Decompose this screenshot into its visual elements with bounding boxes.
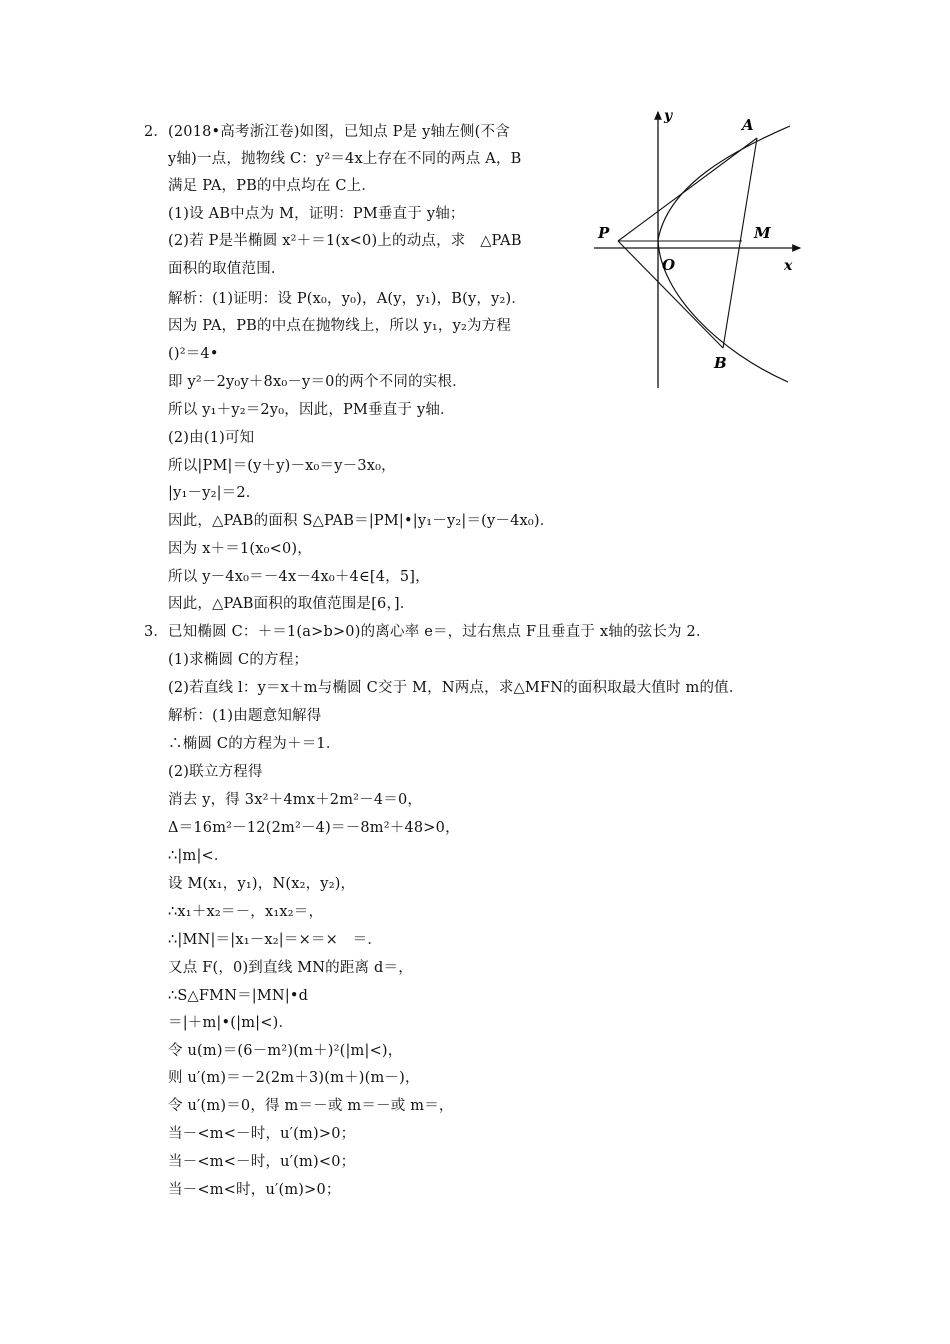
point-b-label: B [714,354,727,372]
problem-2-stem-line: 面积的取值范围． [168,261,286,277]
problem-2-solution-line: 因此，△PAB的面积 S△PAB＝|PM|•|y₁－y₂|＝(y－4x₀)． [168,513,555,529]
problem-2-solution-line: 所以 y－4x₀＝－4x－4x₀＋4∈[4，5]， [168,569,430,585]
problem-3-line: ∴S△FMN＝|MN|•d [168,988,309,1004]
problem-2-solution-line: 所以|PM|＝(y＋y)－x₀＝y－3x₀， [168,458,396,474]
point-p-label: P [598,224,610,242]
point-a-label: A [742,116,754,134]
problem-2-solution-line: 因为 PA，PB的中点在抛物线上，所以 y₁，y₂为方程 [168,318,512,334]
problem-2-part-2: (2)若 P是半椭圆 x²＋＝1(x<0)上的动点，求 △PAB [168,233,522,249]
problem-3-line: ∴x₁＋x₂＝－，x₁x₂＝， [168,904,324,920]
problem-2-solution-line: 所以 y₁＋y₂＝2y₀，因此，PM垂直于 y轴． [168,402,455,418]
problem-2-solution-line: 因此，△PAB面积的取值范围是[6，]． [168,596,415,612]
problem-2-stem-line: (2018•高考浙江卷)如图，已知点 P是 y轴左侧(不含 [168,124,510,140]
parabola-figure [590,104,820,394]
problem-3-line: 解析：(1)由题意知解得 [168,708,322,724]
problem-2-part-1: (1)设 AB中点为 M，证明：PM垂直于 y轴； [168,206,465,222]
problem-2-solution-line: |y₁－y₂|＝2． [168,485,261,501]
problem-2-stem-line: 满足 PA，PB的中点均在 C上． [168,178,377,194]
problem-2-solution-line: 因为 x＋＝1(x₀<0)， [168,541,312,557]
problem-3-line: (1)求椭圆 C的方程； [168,652,309,668]
problem-3-line: ∴|MN|＝|x₁－x₂|＝×＝× ＝． [168,932,383,948]
problem-3-line: 又点 F(，0)到直线 MN的距离 d＝， [168,960,413,976]
problem-3-line: (2)联立方程得 [168,764,263,780]
problem-2-number: 2． [144,124,169,140]
problem-3-line: 当－<m<时，u′(m)>0； [168,1182,341,1198]
problem-3-number: 3． [144,624,169,640]
segment-pa [618,138,757,241]
problem-3-line: 则 u′(m)＝－2(2m＋3)(m＋)(m－)， [168,1070,420,1086]
problem-3-line: 当－<m<－时，u′(m)<0； [168,1154,356,1170]
problem-3-line: ＝|＋m|•(|m|<)． [168,1015,294,1031]
problem-3-stem: 已知椭圆 C：＋＝1(a>b>0)的离心率 e＝，过右焦点 F且垂直于 x轴的弦长为 2． [168,624,711,640]
problem-3-line: 令 u′(m)＝0，得 m＝－或 m＝－或 m＝， [168,1098,454,1114]
problem-3-line: 设 M(x₁，y₁)，N(x₂，y₂)， [168,876,356,892]
problem-2-solution-line: 即 y²－2y₀y＋8x₀－y＝0的两个不同的实根． [168,374,467,390]
x-axis-label: x [784,258,793,274]
problem-3-line: (2)若直线 l：y＝x＋m与椭圆 C交于 M，N两点，求△MFN的面积取最大值时 m的值． [168,680,744,696]
origin-label: O [662,256,676,274]
problem-2-solution-line: 解析：(1)证明：设 P(x₀，y₀)，A(y，y₁)，B(y，y₂)． [168,291,527,307]
problem-3-line: 当－<m<－时，u′(m)>0； [168,1126,356,1142]
problem-2-solution-line: (2)由(1)可知 [168,430,255,446]
problem-3-line: 消去 y，得 3x²＋4mx＋2m²－4＝0， [168,792,423,808]
problem-3-line: ∴|m|<． [168,848,229,864]
problem-3-line: 令 u(m)＝(6－m²)(m＋)²(|m|<)， [168,1043,403,1059]
problem-3-line: Δ＝16m²－12(2m²－4)＝－8m²＋48>0， [168,820,460,836]
y-axis-label: y [664,108,673,124]
segment-ab [723,138,757,348]
point-m-label: M [754,224,771,242]
problem-2-solution-line: ()²＝4• [168,346,219,362]
problem-2-stem-line: y轴)一点，抛物线 C：y²＝4x上存在不同的两点 A，B [168,151,522,167]
problem-3-line: ∴椭圆 C的方程为＋＝1． [168,736,341,752]
